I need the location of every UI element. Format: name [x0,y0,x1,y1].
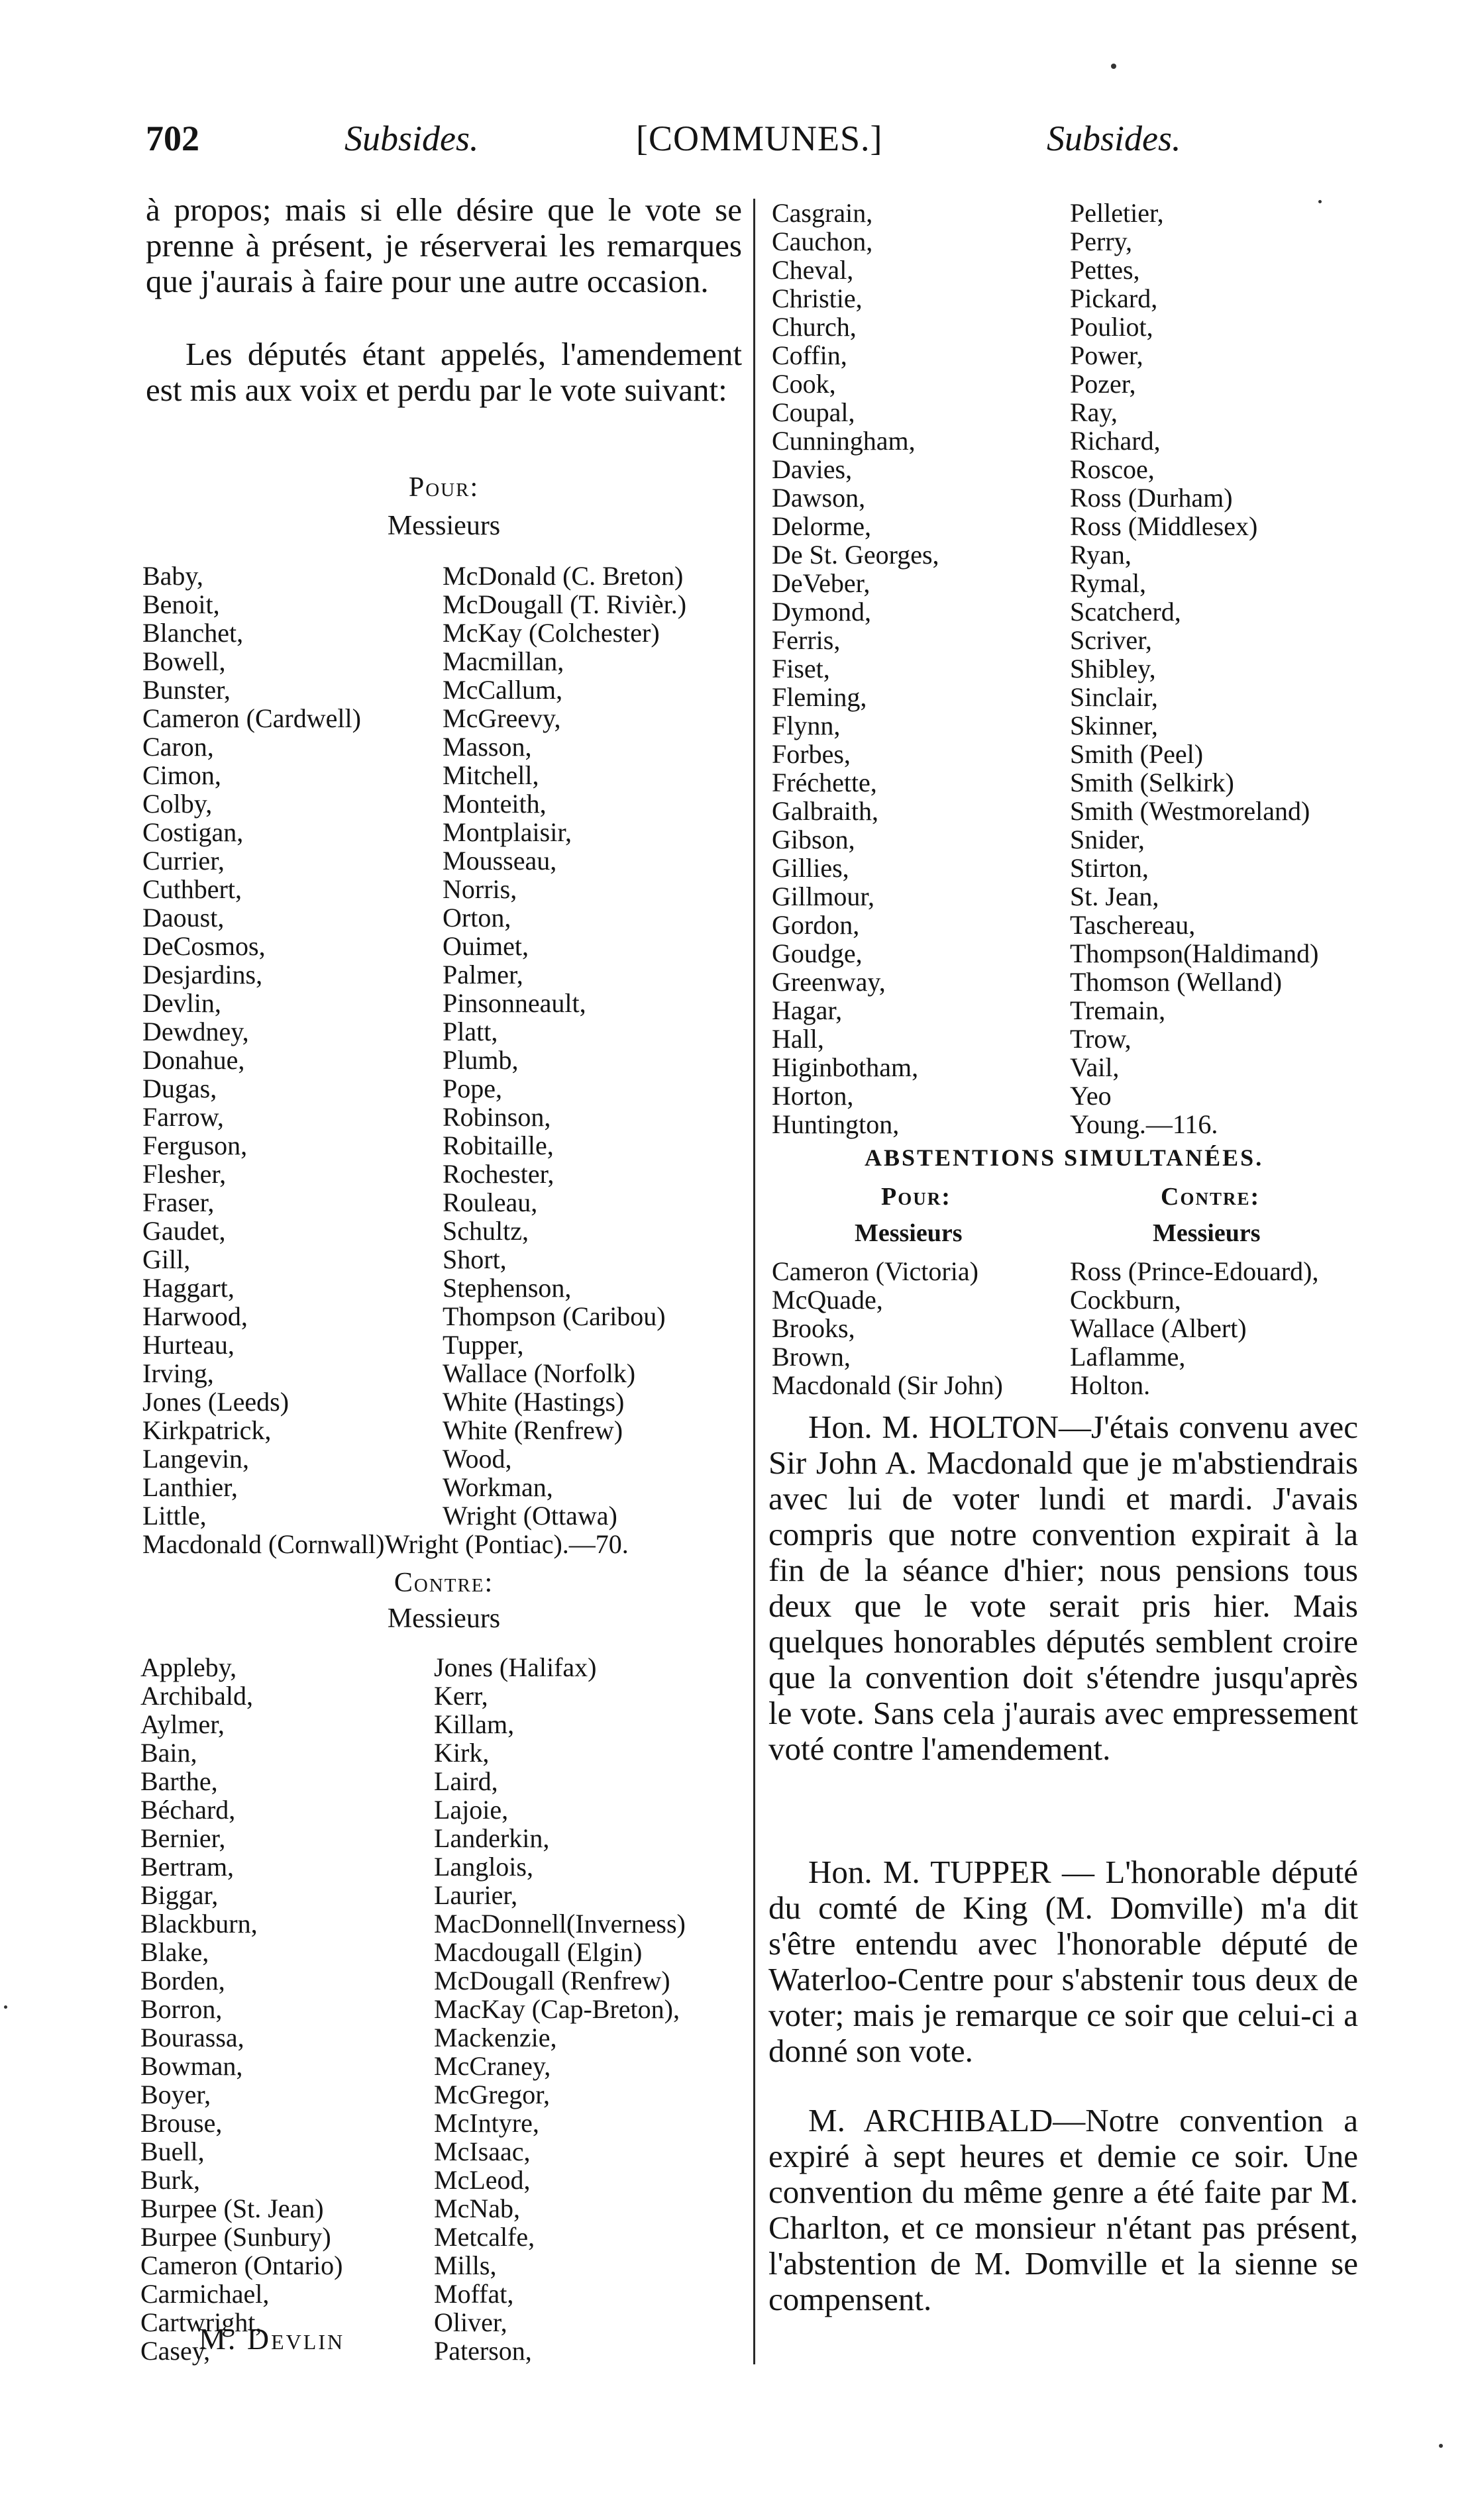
member-name: Brouse, [140,2108,223,2138]
member-name: Fraser, [142,1187,215,1217]
member-name: Platt, [443,1017,498,1046]
member-name: Desjardins, [142,960,263,989]
member-name: Roscoe, [1070,454,1155,484]
member-name: Greenway, [772,967,886,997]
member-name: Bain, [140,1738,197,1768]
member-name: Benoit, [142,589,220,619]
member-name: DeCosmos, [142,931,266,961]
member-name: Hagar, [772,995,843,1025]
member-name: McIsaac, [434,2137,531,2166]
member-name: Lanthier, [142,1472,238,1502]
member-name: Smith (Westmoreland) [1070,796,1310,826]
member-name: Dugas, [142,1074,217,1103]
member-name: Blanchet, [142,618,244,648]
member-name: Moffat, [434,2279,514,2309]
member-name: Ryan, [1070,540,1132,570]
member-name: McDougall (Renfrew) [434,1966,670,1995]
contre-label: Contre: [394,1568,494,1598]
member-name: Rymal, [1070,568,1147,598]
member-name: Pope, [443,1074,502,1103]
member-name: Langevin, [142,1444,250,1474]
member-name: Cunningham, [772,426,916,456]
pour-messieurs-label: Messieurs [387,511,501,541]
member-name: Jones (Halifax) [434,1652,597,1682]
running-title-left: Subsides. [344,119,479,158]
member-name: Archibald, [140,1681,253,1711]
contre-messieurs-label: Messieurs [387,1603,501,1634]
member-name: Fiset, [772,654,830,683]
member-name: Blackburn, [140,1909,258,1939]
member-name: Bourassa, [140,2023,244,2052]
member-name: Plumb, [443,1045,519,1075]
member-name: Cheval, [772,255,854,285]
vote-paragraph: Les députés étant appelés, l'amendement est mis aux voix et perdu par le vote suivant: [146,336,742,408]
member-name: McGreevy, [443,703,561,733]
member-name: Delorme, [772,511,871,541]
member-name: MacKay (Cap-Breton), [434,1994,680,2024]
member-name: White (Hastings) [443,1387,625,1417]
member-name: Gordon, [772,910,860,940]
member-name: Hall, [772,1024,824,1054]
member-name: Carmichael, [140,2279,270,2309]
member-name: Tremain, [1070,995,1166,1025]
member-name: McCraney, [434,2051,551,2081]
member-name: Shibley, [1070,654,1156,683]
member-name: Burk, [140,2165,200,2195]
member-name: Cameron (Ontario) [140,2250,343,2280]
member-name: Norris, [443,874,517,904]
member-name: Bunster, [142,675,231,705]
member-name: Horton, [772,1081,854,1111]
member-name: Bernier, [140,1823,226,1853]
member-name: Galbraith, [772,796,879,826]
member-name: McDougall (T. Rivièr.) [443,589,687,619]
member-name: Thomson (Welland) [1070,967,1283,997]
scan-speck [4,2005,7,2009]
member-name: Rochester, [443,1159,554,1189]
member-name: Rouleau, [443,1187,538,1217]
member-name: Bertram, [140,1852,235,1882]
member-name: McGregor, [434,2080,550,2109]
member-name: Ross (Durham) [1070,483,1233,513]
member-name: St. Jean, [1070,882,1159,911]
member-name: Workman, [443,1472,553,1502]
member-name: Laird, [434,1766,498,1796]
member-name: McIntyre, [434,2108,539,2138]
member-name: Schultz, [443,1216,529,1246]
member-name: Hurteau, [142,1330,235,1360]
holton-paragraph: Hon. M. HOLTON—J'étais convenu avec Sir John A. Macdonald que je m'abstiendrais avec lui de voter lundi et mardi. J'avais compris que notre convention expirait à la fin de la séance d'hier; nous pensions tous deux que le vote serait pris hier. Mais quelques honorables députés semblent croire que la convention doit s'étendre jusqu'après le vote. Sans cela j'aurais avec empressement voté contre l'amendement. [768,1409,1358,1767]
member-name: Costigan, [142,817,244,847]
member-name: Colby, [142,789,213,819]
member-name: Ferris, [772,625,841,655]
member-name: Buell, [140,2137,205,2166]
member-name: Flesher, [142,1159,227,1189]
member-name: McQuade, [772,1285,883,1315]
member-name: Dymond, [772,597,871,627]
member-name: Lajoie, [434,1795,509,1825]
member-name: De St. Georges, [772,540,939,570]
scan-speck [1318,200,1322,203]
member-name: Béchard, [140,1795,236,1825]
member-name: Bowman, [140,2051,243,2081]
member-name: Ray, [1070,397,1118,427]
member-name: Montplaisir, [443,817,572,847]
member-name: Christie, [772,283,863,313]
member-name: Stirton, [1070,853,1149,883]
member-name: Pettes, [1070,255,1140,285]
member-name: Mousseau, [443,846,557,876]
member-name: Power, [1070,340,1143,370]
member-name: Little, [142,1501,207,1531]
member-name: Robinson, [443,1102,551,1132]
member-name: Bowell, [142,646,226,676]
member-name: Brown, [772,1342,851,1372]
member-name: Landerkin, [434,1823,550,1853]
member-name: Macdonald (Sir John) [772,1370,1003,1400]
member-name: Wood, [443,1444,512,1474]
abstentions-pour-label: Pour: [881,1183,951,1211]
member-name: Taschereau, [1070,910,1196,940]
tupper-paragraph: Hon. M. TUPPER — L'honorable député du comté de King (M. Domville) m'a dit s'être entendu avec l'honorable député de Waterloo-Centre pour s'abstenir tous deux de voter; mais je remarque ce soir que celui-ci a donné son vote. [768,1854,1358,2069]
pour-label: Pour: [408,472,480,503]
member-name: Ouimet, [443,931,529,961]
member-name: Pickard, [1070,283,1158,313]
member-name: Fleming, [772,682,867,712]
member-name: Skinner, [1070,711,1158,740]
running-title-center: [COMMUNES.] [636,119,883,158]
member-name: Aylmer, [140,1709,225,1739]
member-name: McDonald (C. Breton) [443,561,684,591]
member-name: Farrow, [142,1102,224,1132]
member-name: Flynn, [772,711,841,740]
member-name: Coffin, [772,340,847,370]
member-name: Donahue, [142,1045,245,1075]
member-name: Ferguson, [142,1131,248,1160]
member-name: Sinclair, [1070,682,1158,712]
catchword: M. Devlin [199,2322,345,2356]
abstentions-title: ABSTENTIONS SIMULTANÉES. [865,1144,1264,1171]
member-name: Mitchell, [443,760,539,790]
member-name: Pozer, [1070,369,1136,399]
member-name: Gillies, [772,853,849,883]
member-name: Biggar, [140,1880,219,1910]
member-name: Cameron (Victoria) [772,1256,978,1286]
member-name: Wallace (Albert) [1070,1313,1247,1343]
pour-last-line: Macdonald (Cornwall)Wright (Pontiac).—70. [142,1529,629,1559]
member-name: McLeod, [434,2165,531,2195]
member-name: Pelletier, [1070,198,1164,228]
member-name: Mackenzie, [434,2023,557,2052]
contre-names-column-3 [772,199,939,1138]
abstentions-pour-messieurs: Messieurs [855,1219,963,1247]
page-number: 702 [146,119,199,158]
member-name: Trow, [1070,1024,1132,1054]
member-name: Cauchon, [772,227,873,256]
member-name: Gill, [142,1244,191,1274]
contre-names-column-4 [1070,199,1319,1138]
contre-names-column-2 [434,1653,686,2365]
archibald-paragraph: M. ARCHIBALD—Notre convention a expiré à sept heures et demie ce soir. Une convention du même genre a été faite par M. Charlton, et ce monsieur n'étant pas présent, l'abstention de M. Domville et la sienne se compensent. [768,2102,1358,2317]
scan-speck [1439,2444,1443,2448]
member-name: McNab, [434,2193,520,2223]
member-name: Macdougall (Elgin) [434,1937,643,1967]
member-name: Snider, [1070,825,1145,854]
member-name: Wallace (Norfolk) [443,1358,636,1388]
member-name: Kirkpatrick, [142,1415,272,1445]
member-name: Dawson, [772,483,866,513]
member-name: Cook, [772,369,836,399]
member-name: Burpee (Sunbury) [140,2222,331,2252]
member-name: White (Renfrew) [443,1415,623,1445]
member-name: Coupal, [772,397,855,427]
member-name: Scatcherd, [1070,597,1181,627]
member-name: Richard, [1070,426,1161,456]
member-name: Dewdney, [142,1017,249,1046]
member-name: Thompson(Haldimand) [1070,938,1319,968]
contre-names-column-1 [140,1653,343,2365]
member-name: Palmer, [443,960,523,989]
member-name: Wright (Ottawa) [443,1501,617,1531]
member-name: Currier, [142,846,225,876]
member-name: DeVeber, [772,568,870,598]
member-name: Cockburn, [1070,1285,1181,1315]
member-name: Pinsonneault, [443,988,586,1018]
member-name: Smith (Peel) [1070,739,1204,769]
member-name: Church, [772,312,857,342]
member-name: Casgrain, [772,198,873,228]
member-name: Caron, [142,732,214,762]
member-name: Gibson, [772,825,855,854]
member-name: Appleby, [140,1652,237,1682]
member-name: Barthe, [140,1766,218,1796]
member-name: Stephenson, [443,1273,572,1303]
member-name: Monteith, [443,789,547,819]
member-name: Devlin, [142,988,221,1018]
member-name: Yeo [1070,1081,1112,1111]
member-name: Killam, [434,1709,515,1739]
member-name: Brooks, [772,1313,855,1343]
member-name: Borden, [140,1966,225,1995]
member-name: Masson, [443,732,532,762]
member-name: Boyer, [140,2080,211,2109]
member-name: Smith (Selkirk) [1070,768,1234,797]
member-name: Ross (Middlesex) [1070,511,1258,541]
member-name: Harwood, [142,1301,248,1331]
member-name: Metcalfe, [434,2222,535,2252]
member-name: Laflamme, [1070,1342,1186,1372]
pour-names-column-1 [142,562,361,1530]
member-name: Thompson (Caribou) [443,1301,666,1331]
member-name: Cameron (Cardwell) [142,703,361,733]
scan-speck [1111,64,1116,69]
member-name: Oliver, [434,2307,507,2337]
column-divider [753,199,755,2364]
member-name: Pouliot, [1070,312,1153,342]
member-name: Haggart, [142,1273,235,1303]
member-name: Forbes, [772,739,851,769]
member-name: Blake, [140,1937,209,1967]
member-name: Vail, [1070,1052,1120,1082]
member-name: Goudge, [772,938,863,968]
member-name: Ross (Prince-Edouard), [1070,1256,1319,1286]
abstentions-contre-label: Contre: [1161,1183,1261,1211]
member-name: Paterson, [434,2336,532,2366]
member-name: Gaudet, [142,1216,226,1246]
member-name: Baby, [142,561,203,591]
intro-paragraph: à propos; mais si elle désire que le vote se prenne à présent, je réserverai les remarques que j'aurais à faire pour une autre occasion. [146,191,742,299]
member-name: Langlois, [434,1852,533,1882]
member-name: Cartwright, [140,2307,262,2337]
member-name: McCallum, [443,675,563,705]
member-name: Casey, [140,2336,211,2366]
member-name: Kerr, [434,1681,488,1711]
member-name: Tupper, [443,1330,524,1360]
member-name: Perry, [1070,227,1133,256]
member-name: Holton. [1070,1370,1151,1400]
member-name: Gillmour, [772,882,875,911]
running-title-right: Subsides. [1047,119,1181,158]
member-name: Laurier, [434,1880,518,1910]
member-name: Young.—116. [1070,1109,1218,1139]
abstentions-contre-messieurs: Messieurs [1153,1219,1261,1247]
member-name: Jones (Leeds) [142,1387,290,1417]
member-name: Scriver, [1070,625,1152,655]
member-name: Macmillan, [443,646,564,676]
member-name: Short, [443,1244,507,1274]
member-name: Orton, [443,903,511,932]
member-name: Higinbotham, [772,1052,919,1082]
member-name: Fréchette, [772,768,877,797]
member-name: Huntington, [772,1109,900,1139]
pour-names-column-2 [443,562,686,1530]
member-name: Cimon, [142,760,221,790]
member-name: Davies, [772,454,853,484]
abstentions-pour-names [772,1257,1003,1399]
member-name: McKay (Colchester) [443,618,660,648]
member-name: Kirk, [434,1738,490,1768]
member-name: MacDonnell(Inverness) [434,1909,686,1939]
member-name: Borron, [140,1994,223,2024]
member-name: Robitaille, [443,1131,554,1160]
abstentions-contre-names [1070,1257,1318,1399]
member-name: Cuthbert, [142,874,242,904]
page-header [146,118,1179,177]
member-name: Mills, [434,2250,497,2280]
member-name: Burpee (St. Jean) [140,2193,324,2223]
member-name: Daoust, [142,903,225,932]
member-name: Irving, [142,1358,214,1388]
